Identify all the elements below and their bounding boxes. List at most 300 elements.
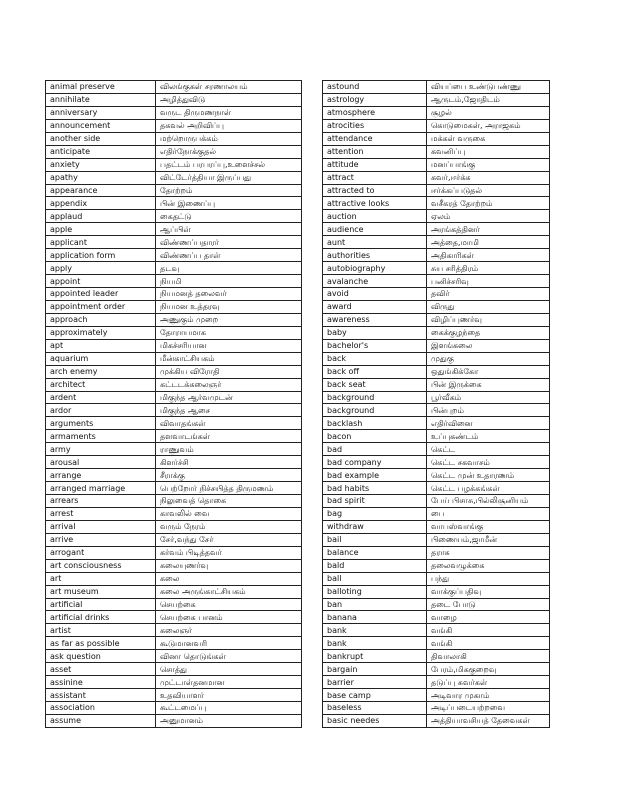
english-word: withdraw [323, 520, 427, 533]
tamil-meaning: நியமன உத்தரவு [156, 300, 302, 313]
tamil-meaning: கர்வம் பிடித்தவர் [156, 546, 302, 559]
tamil-meaning: அணுகும் முறை [156, 313, 302, 326]
glossary-row [46, 482, 302, 495]
english-word: ardor [46, 404, 156, 417]
tamil-meaning: வசீகரத் தோற்றம் [427, 197, 550, 210]
glossary-row [323, 559, 550, 572]
glossary-row [323, 689, 550, 702]
tamil-meaning: மனப்பாங்கு [427, 158, 550, 171]
tamil-meaning: கொடுமைகள், அராஜகம் [427, 119, 550, 132]
glossary-row [46, 197, 302, 210]
tamil-meaning: மக்கள் வருகை [427, 132, 550, 145]
tamil-meaning: இளங்கலை [427, 339, 550, 352]
tamil-meaning: கலை [156, 572, 302, 585]
english-word: appoint [46, 275, 156, 288]
english-word: backlash [323, 417, 427, 430]
glossary-row [323, 365, 550, 378]
glossary-row [46, 533, 302, 546]
tamil-meaning: வியப்பை உண்டுபண்ணு [427, 81, 550, 94]
english-word: background [323, 404, 427, 417]
glossary-row [46, 132, 302, 145]
tamil-meaning: பெற்றோர் நிச்சயித்த திருமணம் [156, 482, 302, 495]
english-word: annihilate [46, 93, 156, 106]
tamil-meaning: கிளர்ச்சி [156, 456, 302, 469]
glossary-table-right [322, 80, 550, 728]
tamil-meaning: தவிர் [427, 288, 550, 301]
tamil-meaning: முட்டாள்தனமான [156, 676, 302, 689]
english-word: aunt [323, 236, 427, 249]
tamil-meaning: மிகுந்த ஆர்வமுடன் [156, 391, 302, 404]
english-word: avalanche [323, 275, 427, 288]
english-word: applicant [46, 236, 156, 249]
glossary-row [323, 326, 550, 339]
english-word: assistant [46, 689, 156, 702]
tamil-meaning: ஒதுங்கிக்கோ [427, 365, 550, 378]
english-word: basic needes [323, 714, 427, 727]
tamil-meaning: பூர்வீகம் [427, 391, 550, 404]
glossary-row [323, 520, 550, 533]
english-word: arrest [46, 507, 156, 520]
english-word: bad habits [323, 482, 427, 495]
glossary-row [46, 378, 302, 391]
tamil-meaning: வரும் நேரம் [156, 520, 302, 533]
tamil-meaning: கவர்,ஈர்க்க [427, 171, 550, 184]
glossary-row [323, 495, 550, 508]
glossary-row [46, 145, 302, 158]
tamil-meaning: கூட்டமைப்பு [156, 702, 302, 715]
tamil-meaning: முதுகு [427, 352, 550, 365]
glossary-row [46, 106, 302, 119]
glossary-row [323, 81, 550, 94]
glossary-row [323, 624, 550, 637]
english-word: art consciousness [46, 559, 156, 572]
tamil-meaning: விண்ணப்ப தாள் [156, 249, 302, 262]
glossary-row [323, 210, 550, 223]
english-word: attention [323, 145, 427, 158]
english-word: approximately [46, 326, 156, 339]
english-word: atrocities [323, 119, 427, 132]
glossary-row [46, 249, 302, 262]
glossary-row [46, 611, 302, 624]
glossary-row [46, 288, 302, 301]
glossary-row [323, 158, 550, 171]
tamil-meaning: வினா தொடுங்கள் [156, 650, 302, 663]
tamil-meaning: தடவு [156, 262, 302, 275]
english-word: arrange [46, 469, 156, 482]
english-word: bad [323, 443, 427, 456]
glossary-row [46, 184, 302, 197]
tamil-meaning: ஆப்பிள் [156, 223, 302, 236]
english-word: awareness [323, 313, 427, 326]
english-word: artificial [46, 598, 156, 611]
glossary-row [46, 93, 302, 106]
glossary-row [323, 223, 550, 236]
tamil-meaning: கைதட்டு [156, 210, 302, 223]
tamil-meaning: நியமி [156, 275, 302, 288]
tamil-meaning: பேய் பிசாசு,பில்லிசூனியம் [427, 495, 550, 508]
tamil-meaning: கவனிப்பு [427, 145, 550, 158]
english-word: ban [323, 598, 427, 611]
english-word: applaud [46, 210, 156, 223]
english-word: aquarium [46, 352, 156, 365]
glossary-row [46, 313, 302, 326]
tamil-meaning: அடிவார முகாம் [427, 689, 550, 702]
english-word: anticipate [46, 145, 156, 158]
tamil-meaning: பதட்டம் பரபரப்பு,உளைச்சல் [156, 158, 302, 171]
tamil-meaning: மற்றொருபக்கம் [156, 132, 302, 145]
tamil-meaning: அத்தை,மாமி [427, 236, 550, 249]
english-word: association [46, 702, 156, 715]
tamil-meaning: முக்கிய விரோதி [156, 365, 302, 378]
glossary-row [323, 391, 550, 404]
glossary-row [323, 572, 550, 585]
glossary-row [323, 611, 550, 624]
glossary-row [46, 119, 302, 132]
glossary-row [46, 663, 302, 676]
tamil-meaning: தலைவழுக்கை [427, 559, 550, 572]
glossary-row [323, 132, 550, 145]
english-word: attracted to [323, 184, 427, 197]
tamil-meaning: கூடுமானவரி [156, 637, 302, 650]
tamil-meaning: தோற்றம் [156, 184, 302, 197]
tamil-meaning: அரங்கத்தினர் [427, 223, 550, 236]
english-word: ask question [46, 650, 156, 663]
tamil-meaning: கைக்குழந்தை [427, 326, 550, 339]
english-word: approach [46, 313, 156, 326]
glossary-row [46, 495, 302, 508]
english-word: architect [46, 378, 156, 391]
tamil-meaning: சேர்,வந்து சேர் [156, 533, 302, 546]
english-word: bad company [323, 456, 427, 469]
tamil-meaning: பனிச்சரிவு [427, 275, 550, 288]
glossary-row [46, 585, 302, 598]
glossary-row [46, 676, 302, 689]
english-word: arrogant [46, 546, 156, 559]
english-word: ball [323, 572, 427, 585]
glossary-row [323, 650, 550, 663]
glossary-row [323, 417, 550, 430]
glossary-row [46, 456, 302, 469]
glossary-row [46, 352, 302, 365]
glossary-row [46, 650, 302, 663]
tamil-meaning: விவாதங்கள் [156, 417, 302, 430]
tamil-meaning: வங்கி [427, 637, 550, 650]
glossary-row [46, 443, 302, 456]
english-word: arranged marriage [46, 482, 156, 495]
glossary-table-left-body [46, 81, 302, 728]
english-word: authorities [323, 249, 427, 262]
tamil-meaning: விட்டேர்த்தியா இருப்பது [156, 171, 302, 184]
english-word: award [323, 300, 427, 313]
tamil-meaning: ஈர்க்கப்படுதல் [427, 184, 550, 197]
glossary-row [323, 585, 550, 598]
tamil-meaning: தடுப்பு சுவர்கள் [427, 676, 550, 689]
tamil-meaning: மீன்காட்சியகம் [156, 352, 302, 365]
english-word: as far as possible [46, 637, 156, 650]
glossary-row [323, 106, 550, 119]
glossary-row [46, 326, 302, 339]
tamil-meaning: செயற்கை [156, 598, 302, 611]
glossary-row [323, 430, 550, 443]
english-word: bad example [323, 469, 427, 482]
english-word: assinine [46, 676, 156, 689]
english-word: arrive [46, 533, 156, 546]
english-word: attendance [323, 132, 427, 145]
tamil-meaning: விருது [427, 300, 550, 313]
english-word: baby [323, 326, 427, 339]
glossary-row [323, 714, 550, 727]
glossary-row [46, 637, 302, 650]
glossary-row [323, 469, 550, 482]
english-word: apathy [46, 171, 156, 184]
english-word: back seat [323, 378, 427, 391]
english-word: army [46, 443, 156, 456]
glossary-row [46, 339, 302, 352]
glossary-row [46, 391, 302, 404]
english-word: base camp [323, 689, 427, 702]
glossary-row [46, 236, 302, 249]
glossary-row [323, 443, 550, 456]
english-word: asset [46, 663, 156, 676]
english-word: balance [323, 546, 427, 559]
english-word: background [323, 391, 427, 404]
english-word: arch enemy [46, 365, 156, 378]
glossary-row [46, 469, 302, 482]
tamil-meaning: கெட்ட முன் உதாரணம் [427, 469, 550, 482]
tamil-meaning: தகவல் அறிவிப்பு [156, 119, 302, 132]
english-word: bachelor's [323, 339, 427, 352]
glossary-row [46, 507, 302, 520]
tamil-meaning: பின்புறம் [427, 404, 550, 417]
english-word: bail [323, 533, 427, 546]
tamil-meaning: பை [427, 507, 550, 520]
english-word: astrology [323, 93, 427, 106]
english-word: autobiography [323, 262, 427, 275]
tamil-meaning: கெட்ட பழக்கங்கள் [427, 482, 550, 495]
english-word: bank [323, 637, 427, 650]
tamil-meaning: எதிர்நோக்குதல் [156, 145, 302, 158]
english-word: bag [323, 507, 427, 520]
glossary-row [323, 482, 550, 495]
english-word: bad spirit [323, 495, 427, 508]
english-word: animal preserve [46, 81, 156, 94]
tamil-meaning: வாழை [427, 611, 550, 624]
english-word: balloting [323, 585, 427, 598]
glossary-row [46, 300, 302, 313]
english-word: apt [46, 339, 156, 352]
glossary-row [46, 624, 302, 637]
glossary-row [46, 275, 302, 288]
tamil-meaning: விழிப்புணர்வு [427, 313, 550, 326]
tamil-meaning: மிகுந்த ஆசை [156, 404, 302, 417]
english-word: atmosphere [323, 106, 427, 119]
english-word: bank [323, 624, 427, 637]
glossary-row [323, 637, 550, 650]
glossary-row [323, 313, 550, 326]
tamil-meaning: உப்புகண்டம் [427, 430, 550, 443]
glossary-row [323, 456, 550, 469]
english-word: back off [323, 365, 427, 378]
tamil-meaning: பந்து [427, 572, 550, 585]
tamil-meaning: கட்டடக்கலைஞர் [156, 378, 302, 391]
tamil-meaning: விண்ணப்பதாரர் [156, 236, 302, 249]
tamil-meaning: எதிர்வினை [427, 417, 550, 430]
glossary-row [46, 714, 302, 727]
glossary-row [323, 288, 550, 301]
glossary-row [46, 572, 302, 585]
english-word: anniversary [46, 106, 156, 119]
glossary-row [46, 365, 302, 378]
tamil-meaning: வங்கி [427, 624, 550, 637]
glossary-row [46, 430, 302, 443]
glossary-row [323, 507, 550, 520]
english-word: arousal [46, 456, 156, 469]
glossary-row [46, 598, 302, 611]
english-word: anxiety [46, 158, 156, 171]
glossary-row [323, 249, 550, 262]
tamil-meaning: சீராக்கு [156, 469, 302, 482]
english-word: apple [46, 223, 156, 236]
glossary-row [46, 546, 302, 559]
tamil-meaning: ஏலம் [427, 210, 550, 223]
glossary-row [323, 275, 550, 288]
glossary-row [323, 404, 550, 417]
english-word: barrier [323, 676, 427, 689]
glossary-row [323, 300, 550, 313]
glossary-table-right-body [323, 81, 550, 728]
tamil-meaning: வாபஸ்வாங்கு [427, 520, 550, 533]
english-word: art museum [46, 585, 156, 598]
glossary-row [323, 171, 550, 184]
tamil-meaning: கலை அருங்காட்சியகம் [156, 585, 302, 598]
english-word: ardent [46, 391, 156, 404]
tamil-meaning: பின் இருக்கை [427, 378, 550, 391]
tamil-meaning: கெட்ட [427, 443, 550, 456]
glossary-row [323, 145, 550, 158]
english-word: another side [46, 132, 156, 145]
tamil-meaning: தளவாடங்கள் [156, 430, 302, 443]
glossary-row [323, 93, 550, 106]
tamil-meaning: திவாலாகி [427, 650, 550, 663]
glossary-row [323, 339, 550, 352]
tamil-meaning: அதிகாரிகள் [427, 249, 550, 262]
tamil-meaning: கலையுணர்வு [156, 559, 302, 572]
glossary-row [323, 663, 550, 676]
english-word: bald [323, 559, 427, 572]
tamil-meaning: செயற்கை பானம் [156, 611, 302, 624]
tamil-meaning: சூழல் [427, 106, 550, 119]
glossary-row [46, 520, 302, 533]
tamil-meaning: வருட திருமணநாள் [156, 106, 302, 119]
glossary-table-left [45, 80, 302, 728]
english-word: art [46, 572, 156, 585]
english-word: artificial drinks [46, 611, 156, 624]
tamil-meaning: பிணையம்,ஜாமீன் [427, 533, 550, 546]
tamil-meaning: ராணுவம் [156, 443, 302, 456]
english-word: attractive looks [323, 197, 427, 210]
glossary-row [46, 81, 302, 94]
english-word: back [323, 352, 427, 365]
english-word: assume [46, 714, 156, 727]
english-word: baseless [323, 702, 427, 715]
tamil-meaning: அழித்துவிடு [156, 93, 302, 106]
english-word: appointment order [46, 300, 156, 313]
english-word: bankrupt [323, 650, 427, 663]
glossary-row [46, 559, 302, 572]
glossary-row [323, 197, 550, 210]
english-word: attract [323, 171, 427, 184]
glossary-row [323, 184, 550, 197]
english-word: appointed leader [46, 288, 156, 301]
tamil-meaning: சுய சரித்திரம் [427, 262, 550, 275]
glossary-row [323, 533, 550, 546]
glossary-row [46, 404, 302, 417]
english-word: attitude [323, 158, 427, 171]
tamil-meaning: கலைஞர் [156, 624, 302, 637]
glossary-row [323, 598, 550, 611]
tamil-meaning: அனுமானம் [156, 714, 302, 727]
tamil-meaning: சொத்து [156, 663, 302, 676]
english-word: artist [46, 624, 156, 637]
glossary-row [323, 236, 550, 249]
glossary-row [46, 210, 302, 223]
tamil-meaning: விலங்குகள் சரணாலயம் [156, 81, 302, 94]
tamil-meaning: நியமனத் தலைவர் [156, 288, 302, 301]
english-word: avoid [323, 288, 427, 301]
glossary-row [46, 702, 302, 715]
tamil-meaning: தராசு [427, 546, 550, 559]
tamil-meaning: உதவியாளர் [156, 689, 302, 702]
glossary-row [323, 676, 550, 689]
glossary-row [46, 171, 302, 184]
tamil-meaning: நிலுவைத் தொகை [156, 495, 302, 508]
english-word: appendix [46, 197, 156, 210]
glossary-row [46, 262, 302, 275]
tamil-meaning: காவலில் வை [156, 507, 302, 520]
glossary-row [46, 417, 302, 430]
tamil-meaning: பின் இணைப்பு [156, 197, 302, 210]
glossary-row [323, 546, 550, 559]
english-word: apply [46, 262, 156, 275]
english-word: application form [46, 249, 156, 262]
english-word: bargain [323, 663, 427, 676]
tamil-meaning: அடிப்படையற்றவை [427, 702, 550, 715]
glossary-row [323, 262, 550, 275]
tamil-meaning: அத்தியாவசியத் தேவைகள் [427, 714, 550, 727]
english-word: bacon [323, 430, 427, 443]
tamil-meaning: தடை போடு [427, 598, 550, 611]
english-word: arguments [46, 417, 156, 430]
english-word: armaments [46, 430, 156, 443]
english-word: announcement [46, 119, 156, 132]
english-word: auction [323, 210, 427, 223]
tamil-meaning: தோராயமாக [156, 326, 302, 339]
english-word: astound [323, 81, 427, 94]
tamil-meaning: பேரம்,மிககுறைவு [427, 663, 550, 676]
glossary-row [323, 352, 550, 365]
english-word: arrival [46, 520, 156, 533]
tamil-meaning: கெட்ட சகவாசம் [427, 456, 550, 469]
english-word: appearance [46, 184, 156, 197]
glossary-row [46, 223, 302, 236]
tamil-meaning: மிகச்சரியான [156, 339, 302, 352]
glossary-row [323, 378, 550, 391]
glossary-row [323, 119, 550, 132]
english-word: arrears [46, 495, 156, 508]
english-word: audience [323, 223, 427, 236]
tamil-meaning: வாக்குப்பதிவு [427, 585, 550, 598]
tamil-meaning: ஆருடம்,ஜோதிடம் [427, 93, 550, 106]
